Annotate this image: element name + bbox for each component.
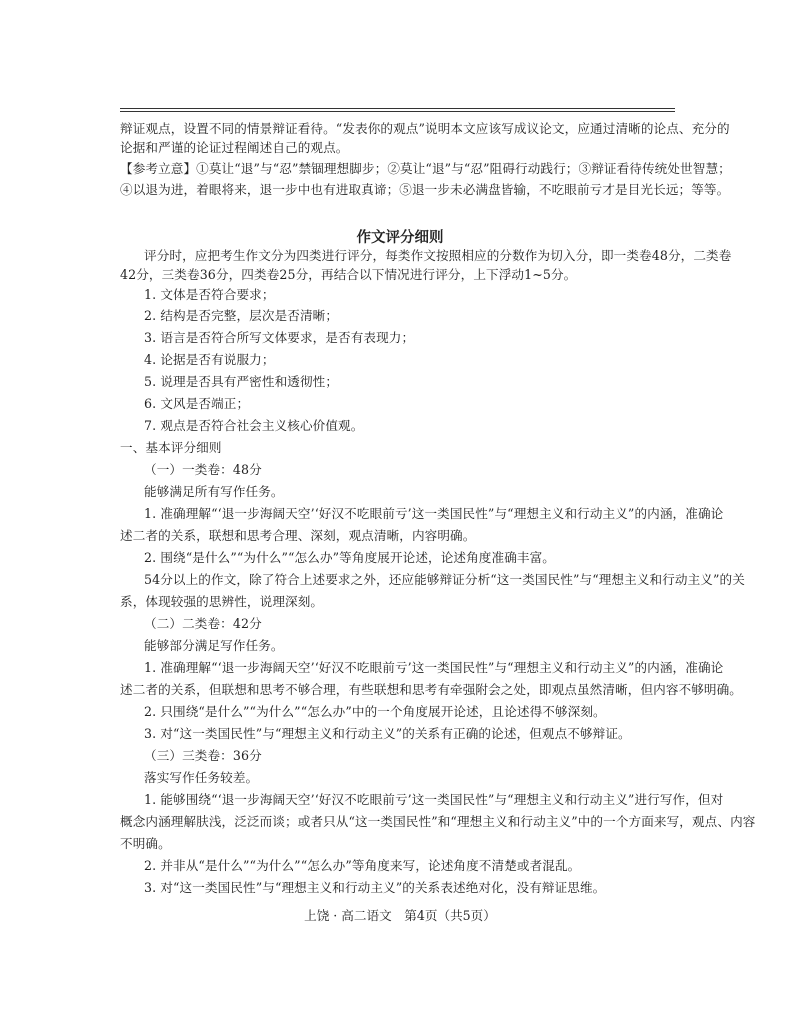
page-footer: 上饶 · 高二语文 第4页（共5页） [304,908,496,923]
section-title: 作文评分细则 [356,230,444,246]
section-heading: 一、基本评分细则 [120,440,222,455]
intro-line: 辩证观点，设置不同的情景辩证看待。“发表你的观点”说明本文应该写成议论文，应通过清晰的论点、充分的 [120,121,730,136]
body-line: 2. 只围绕“是什么”“为什么”“怎么办”中的一个角度展开论述，且论述得不够深刻。 [144,704,606,719]
body-line: 概念内涵理解肤浅，泛泛而谈；或者只从“这一类国民性”和“理想主义和行动主义”中的一个方面来写，观点、内容 [120,814,756,829]
body-line: 6. 文风是否端正； [144,396,250,411]
body-line: 能够部分满足写作任务。 [144,638,284,653]
grade-heading: （三）三类卷：36分 [144,748,262,763]
body-line: 3. 对“这一类国民性”与“理想主义和行动主义”的关系表述绝对化，没有辩证思维。 [144,880,606,895]
body-line: 1. 文体是否符合要求； [144,287,275,302]
body-line: 落实写作任务较差。 [144,770,259,785]
intro-line: ④以退为进，着眼将来，退一步中也有进取真谛；⑤退一步未必满盘皆输，不吃眼前亏才是目光长远；等等。 [120,182,730,197]
body-line: 5. 说理是否具有严密性和透彻性； [144,374,339,389]
intro-line: 【参考立意】①莫让“退”与“忍”禁锢理想脚步；②莫让“退”与“忍”阻碍行动践行；③辩证看待传统处世智慧； [120,161,731,176]
body-line: 1. 能够围绕“‘退一步海阔天空’‘好汉不吃眼前亏’这一类国民性”与“理想主义和行动主义”进行写作，但对 [144,792,724,807]
body-line: 3. 对“这一类国民性”与“理想主义和行动主义”的关系有正确的论述，但观点不够辩证。 [144,726,631,741]
body-line: 54分以上的作文，除了符合上述要求之外，还应能够辩证分析“这一类国民性”与“理想主义和行动主义”的关 [144,572,745,587]
body-line: 2. 结构是否完整，层次是否清晰； [144,308,339,323]
body-line: 1. 准确理解“‘退一步海阔天空’‘好汉不吃眼前亏’这一类国民性”与“理想主义和行动主义”的内涵，准确论 [144,660,724,675]
body-line: 能够满足所有写作任务。 [144,484,284,499]
body-line: 2. 围绕“是什么”“为什么”“怎么办”等角度展开论述，论述角度准确丰富。 [144,550,555,565]
body-line: 述二者的关系，联想和思考合理、深刻，观点清晰，内容明确。 [120,528,476,543]
header-rule [120,108,675,112]
body-line: 2. 并非从“是什么”“为什么”“怎么办”等角度来写，论述角度不清楚或者混乱。 [144,858,581,873]
body-line: 评分时，应把考生作文分为四类进行评分，每类作文按照相应的分数作为切入分，即一类卷48分，二类卷 [144,248,732,263]
intro-line: 论据和严谨的论证过程阐述自己的观点。 [120,140,349,155]
grade-heading: （一）一类卷：48分 [144,462,262,477]
body-line: 不明确。 [120,836,171,851]
body-line: 1. 准确理解“‘退一步海阔天空’‘好汉不吃眼前亏’这一类国民性”与“理想主义和行动主义”的内涵，准确论 [144,506,724,521]
body-line: 7. 观点是否符合社会主义核心价值观。 [144,418,364,433]
body-line: 42分，三类卷36分，四类卷25分，再结合以下情况进行评分，上下浮动1~5分。 [120,267,577,282]
grade-heading: （二）二类卷：42分 [144,616,262,631]
body-line: 4. 论据是否有说服力； [144,352,275,367]
body-line: 3. 语言是否符合所写文体要求，是否有表现力； [144,330,415,345]
body-line: 系，体现较强的思辨性，说理深刻。 [120,594,324,609]
body-line: 述二者的关系，但联想和思考不够合理，有些联想和思考有牵强附会之处，即观点虽然清晰，但内容不够明确。 [120,682,742,697]
